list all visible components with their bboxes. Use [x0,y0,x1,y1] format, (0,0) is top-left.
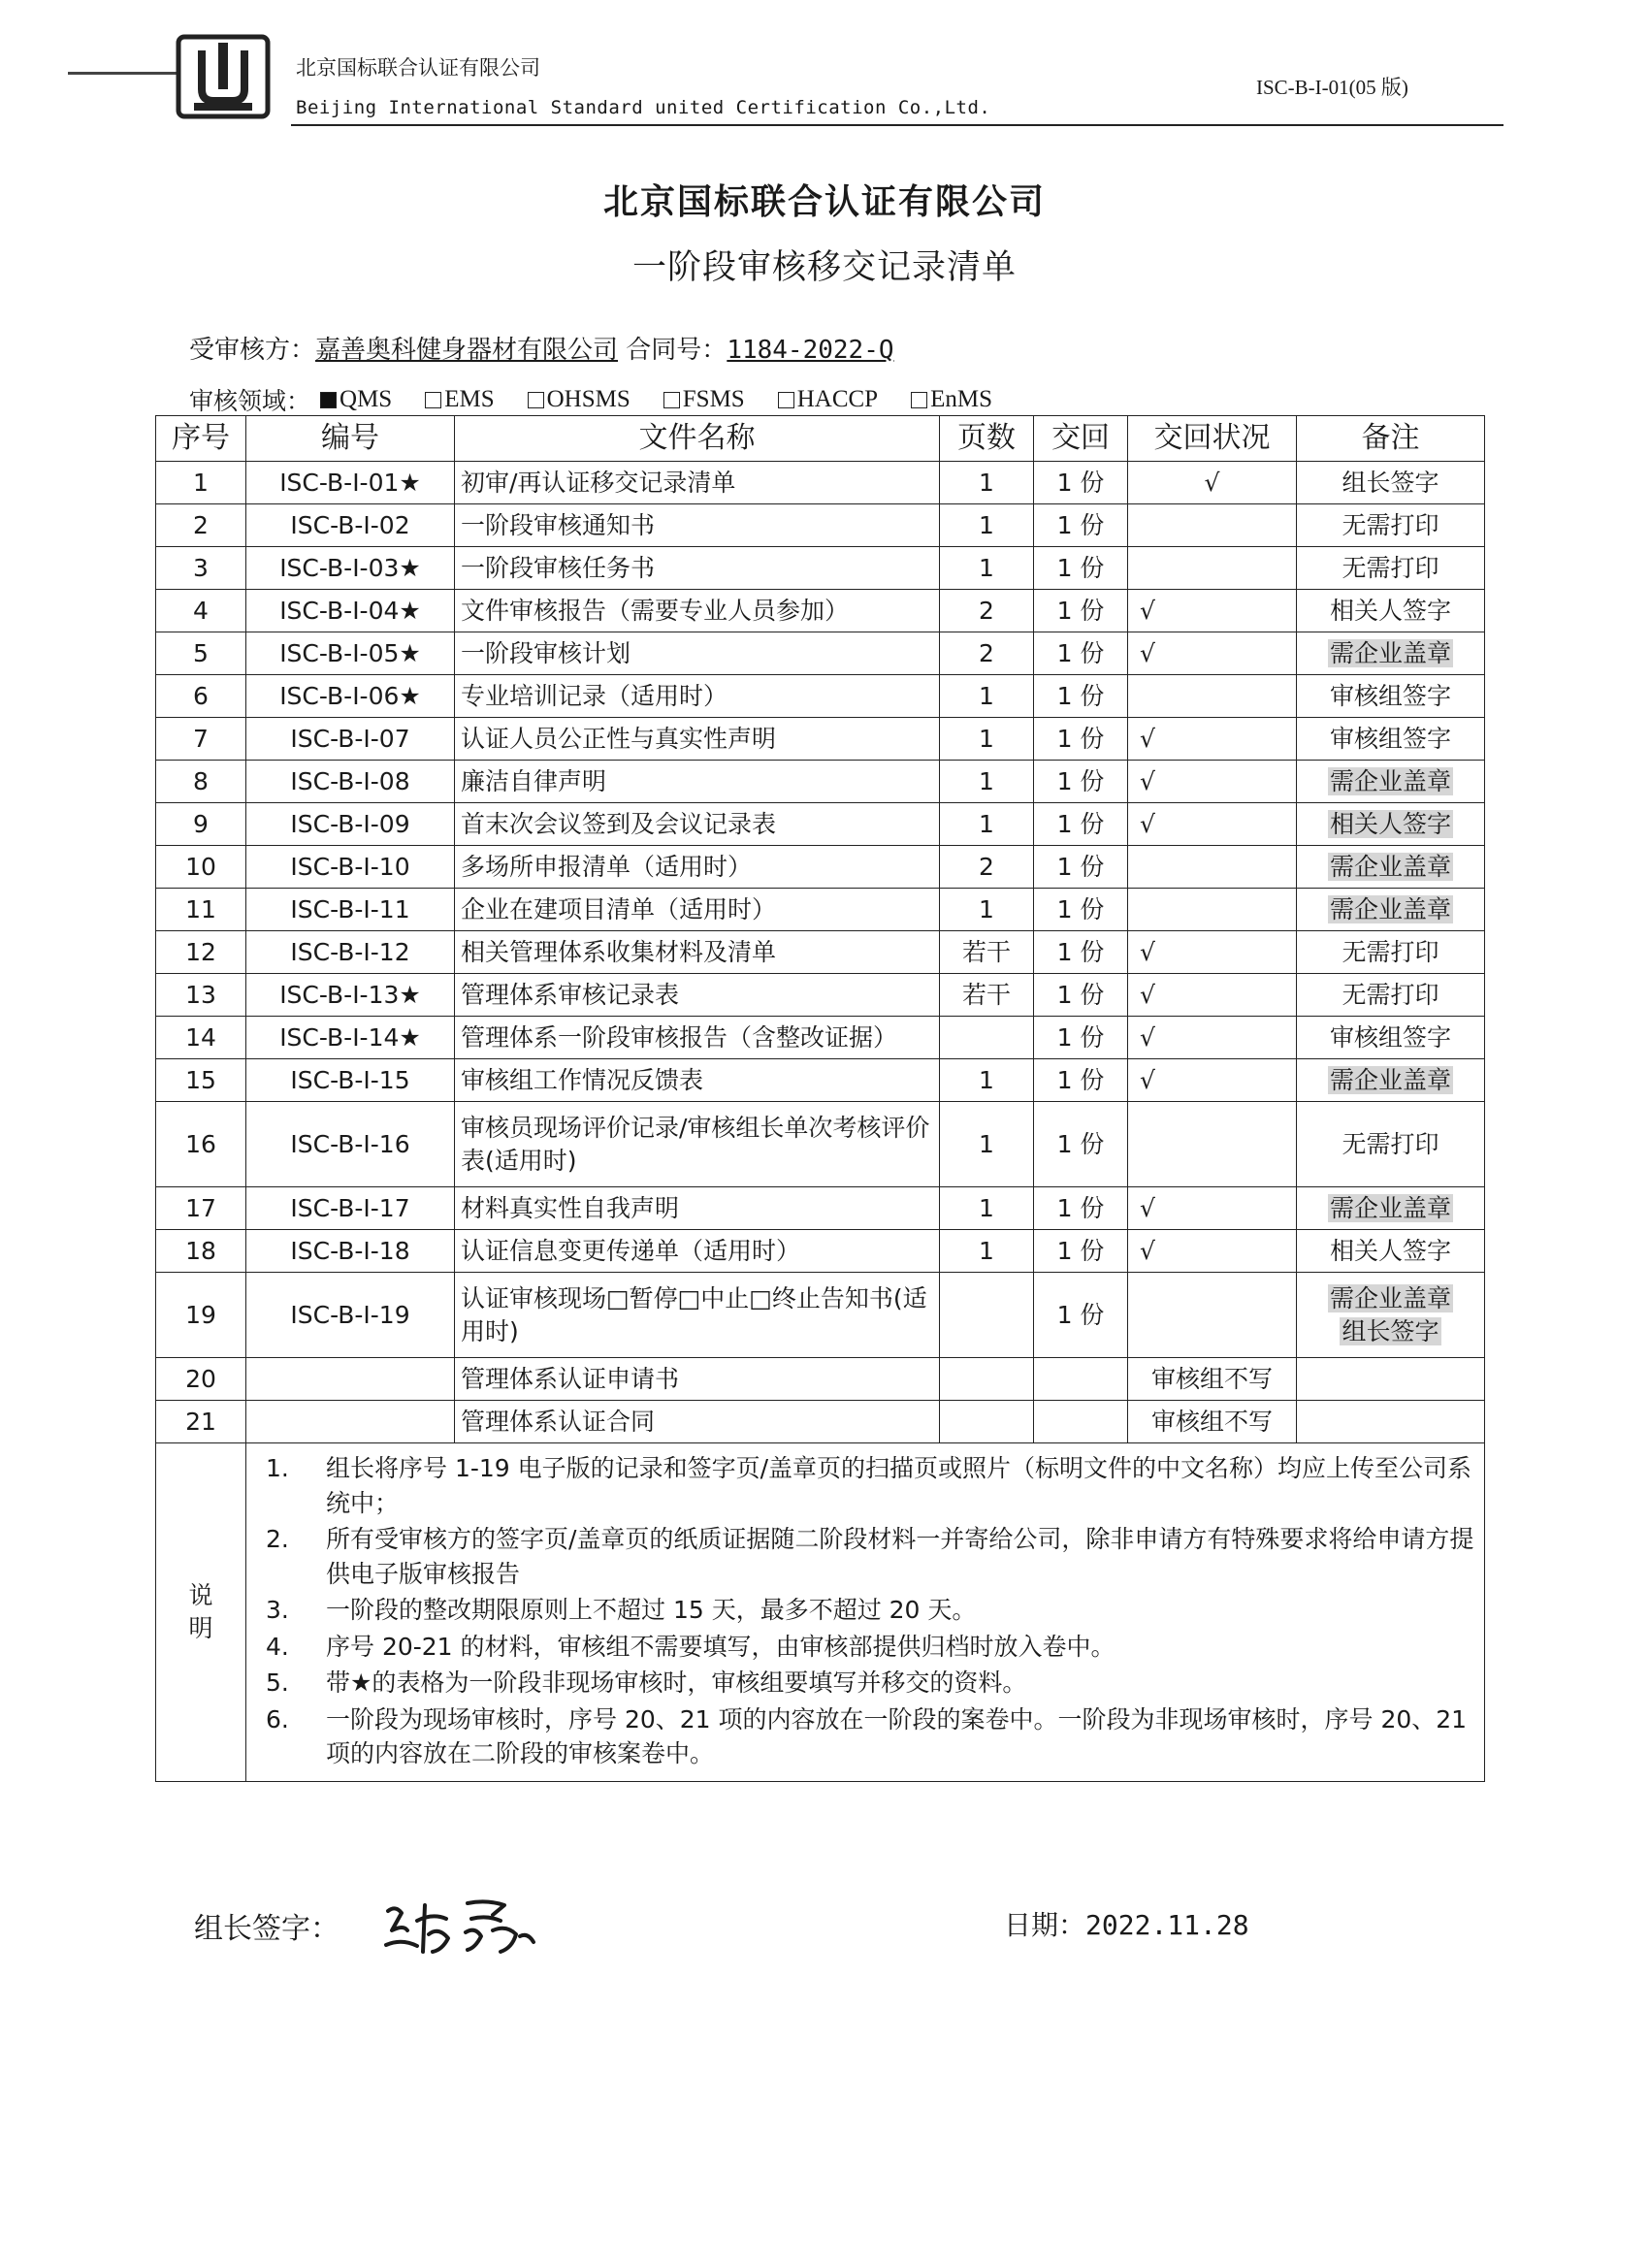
header-return-status: 交回状况 [1128,416,1297,462]
row-remark [1297,718,1485,761]
row-code: ISC-B-I-07 [246,718,455,761]
row-remark [1297,590,1485,632]
row-pages [940,1358,1034,1401]
row-code: ISC-B-I-06★ [246,675,455,718]
note-item [256,1451,1474,1520]
form-code: ISC-B-I-01(05 版) [1256,76,1408,99]
row-remark [1297,1358,1485,1401]
row-return-status: 审核组不写 [1128,1358,1297,1401]
row-pages: 1 [940,675,1034,718]
row-no: 15 [156,1059,246,1102]
row-code [246,1401,455,1443]
remark-text: 需企业盖章 [1329,1193,1451,1222]
remark-text: 相关人签字 [1329,809,1451,838]
row-code: ISC-B-I-09 [246,803,455,846]
row-code: ISC-B-I-02 [246,504,455,547]
row-remark [1297,761,1485,803]
table-row [156,974,1485,1017]
note-text: 带★的表格为一阶段非现场审核时，审核组要填写并移交的资料。 [326,1669,1027,1697]
remark-text-2: 组长签字 [1342,1316,1439,1345]
remark-text: 需企业盖章 [1329,766,1451,795]
note-number: 1. [266,1454,289,1482]
row-returned: 1 份 [1034,1273,1128,1358]
row-return-status: √ [1128,761,1297,803]
note-text: 一阶段的整改期限原则上不超过 15 天，最多不超过 20 天。 [326,1596,977,1624]
note-number: 6. [266,1704,289,1733]
row-return-status: √ [1128,803,1297,846]
table-row [156,1358,1485,1401]
header-code: 编号 [246,416,455,462]
row-return-status [1128,504,1297,547]
header-pages: 页数 [940,416,1034,462]
header-returned: 交回 [1034,416,1128,462]
row-pages: 2 [940,846,1034,889]
table-row [156,1273,1485,1358]
row-no: 16 [156,1102,246,1187]
table-row [156,1401,1485,1443]
table-row [156,718,1485,761]
row-code: ISC-B-I-05★ [246,632,455,675]
row-returned: 1 份 [1034,590,1128,632]
row-pages: 若干 [940,931,1034,974]
row-return-status: √ [1128,632,1297,675]
table-row [156,931,1485,974]
row-returned: 1 份 [1034,462,1128,504]
row-return-status: √ [1128,590,1297,632]
row-file-name: 管理体系认证合同 [455,1401,940,1443]
table-body [156,462,1485,1443]
row-no: 1 [156,462,246,504]
row-returned: 1 份 [1034,803,1128,846]
row-returned: 1 份 [1034,675,1128,718]
remark-text: 无需打印 [1342,980,1439,1009]
table-row [156,504,1485,547]
company-name-en: Beijing International Standard united Certification Co.,Ltd. [296,97,991,118]
header-divider [291,124,1504,126]
row-code: ISC-B-I-18 [246,1230,455,1273]
row-pages [940,1273,1034,1358]
checkbox-icon [911,392,927,408]
row-remark [1297,1017,1485,1059]
row-no: 19 [156,1273,246,1358]
row-returned: 1 份 [1034,718,1128,761]
header-no: 序号 [156,416,246,462]
row-returned [1034,1358,1128,1401]
row-return-status: √ [1128,718,1297,761]
checkbox-icon [663,392,680,408]
row-code: ISC-B-I-13★ [246,974,455,1017]
leader-signature-label: 组长签字： [194,1912,340,1946]
checkbox-icon [528,392,544,408]
row-code: ISC-B-I-11 [246,889,455,931]
row-file-name: 专业培训记录（适用时） [455,675,940,718]
row-returned: 1 份 [1034,761,1128,803]
remark-text: 相关人签字 [1329,1236,1451,1265]
row-no: 18 [156,1230,246,1273]
scope-fsms-checkbox: FSMS [663,382,745,417]
remark-text: 需企业盖章 [1329,638,1451,667]
row-file-name: 审核员现场评价记录/审核组长单次考核评价表(适用时) [455,1102,940,1187]
contract-value: 1184-2022-Q [727,336,894,365]
row-remark [1297,1059,1485,1102]
row-return-status: √ [1128,462,1297,504]
row-return-status [1128,547,1297,590]
row-file-name: 一阶段审核计划 [455,632,940,675]
row-pages: 若干 [940,974,1034,1017]
table-row [156,1017,1485,1059]
row-code: ISC-B-I-17 [246,1187,455,1230]
row-no: 20 [156,1358,246,1401]
note-text: 一阶段为现场审核时，序号 20、21 项的内容放在一阶段的案卷中。一阶段为非现场审核时，序号 20、21 项的内容放在二阶段的审核案卷中。 [326,1704,1468,1767]
row-returned: 1 份 [1034,1102,1128,1187]
note-number: 4. [266,1632,289,1661]
row-return-status: √ [1128,1230,1297,1273]
row-file-name: 认证审核现场□暂停□中止□终止告知书(适用时) [455,1273,940,1358]
row-pages: 1 [940,761,1034,803]
date-line [1004,1904,1249,1943]
audit-scope-line [189,382,1025,417]
row-remark [1297,974,1485,1017]
row-no: 13 [156,974,246,1017]
row-remark [1297,1230,1485,1273]
row-file-name: 材料真实性自我声明 [455,1187,940,1230]
row-returned: 1 份 [1034,1230,1128,1273]
date-value: 2022.11.28 [1085,1909,1249,1941]
table-row [156,889,1485,931]
note-text: 序号 20-21 的材料，审核组不需要填写，由审核部提供归档时放入卷中。 [326,1632,1116,1661]
note-text: 所有受审核方的签字页/盖章页的纸质证据随二阶段材料一并寄给公司，除非申请方有特殊要求将给申请方提供电子版审核报告 [326,1525,1474,1588]
row-pages [940,1401,1034,1443]
row-pages: 2 [940,632,1034,675]
row-return-status [1128,675,1297,718]
row-returned: 1 份 [1034,1017,1128,1059]
row-file-name: 一阶段审核通知书 [455,504,940,547]
row-pages: 1 [940,718,1034,761]
row-returned: 1 份 [1034,1059,1128,1102]
remark-text: 组长签字 [1342,468,1439,497]
row-pages: 1 [940,889,1034,931]
notes-row [156,1443,1485,1782]
remark-text: 需企业盖章 [1329,1283,1451,1312]
auditee-value: 嘉善奥科健身器材有限公司 [315,336,619,365]
row-no: 8 [156,761,246,803]
scope-haccp-checkbox: HACCP [778,382,878,417]
note-item [256,1630,1474,1665]
row-remark [1297,931,1485,974]
row-no: 21 [156,1401,246,1443]
row-code: ISC-B-I-10 [246,846,455,889]
row-file-name: 管理体系认证申请书 [455,1358,940,1401]
row-pages: 1 [940,1230,1034,1273]
row-code: ISC-B-I-16 [246,1102,455,1187]
row-return-status: √ [1128,1187,1297,1230]
table-row [156,761,1485,803]
note-number: 2. [266,1525,289,1553]
table-row [156,632,1485,675]
row-return-status [1128,1102,1297,1187]
row-no: 6 [156,675,246,718]
checkbox-icon [320,392,337,408]
row-code: ISC-B-I-08 [246,761,455,803]
row-no: 12 [156,931,246,974]
contract-label: 合同号： [626,336,728,365]
note-item [256,1593,1474,1628]
row-file-name: 管理体系一阶段审核报告（含整改证据） [455,1017,940,1059]
row-file-name: 初审/再认证移交记录清单 [455,462,940,504]
table-row [156,462,1485,504]
row-no: 9 [156,803,246,846]
row-file-name: 认证人员公正性与真实性声明 [455,718,940,761]
row-remark [1297,504,1485,547]
table-row [156,846,1485,889]
note-number: 5. [266,1669,289,1697]
page-subtitle: 一阶段审核移交记录清单 [631,248,1017,287]
row-file-name: 审核组工作情况反馈表 [455,1059,940,1102]
row-remark [1297,1102,1485,1187]
row-no: 17 [156,1187,246,1230]
row-remark [1297,1187,1485,1230]
row-returned: 1 份 [1034,632,1128,675]
checkbox-icon [778,392,794,408]
scope-enms-checkbox: EnMS [911,382,992,417]
table-row [156,1059,1485,1102]
table-row [156,1230,1485,1273]
row-no: 11 [156,889,246,931]
row-code: ISC-B-I-04★ [246,590,455,632]
note-number: 3. [266,1596,289,1624]
company-name-cn: 北京国标联合认证有限公司 [296,56,540,80]
audit-scope-label: 审核领域： [189,387,311,415]
row-return-status: √ [1128,931,1297,974]
row-code: ISC-B-I-03★ [246,547,455,590]
row-no: 5 [156,632,246,675]
row-returned [1034,1401,1128,1443]
note-item [256,1522,1474,1591]
row-remark [1297,632,1485,675]
remark-text: 相关人签字 [1329,596,1451,625]
table-row [156,1102,1485,1187]
row-no: 10 [156,846,246,889]
row-returned: 1 份 [1034,504,1128,547]
row-code: ISC-B-I-15 [246,1059,455,1102]
note-item [256,1702,1474,1771]
company-logo-icon [175,33,272,120]
remark-text: 需企业盖章 [1329,1065,1451,1094]
row-no: 7 [156,718,246,761]
row-no: 14 [156,1017,246,1059]
row-returned: 1 份 [1034,889,1128,931]
row-pages: 1 [940,1187,1034,1230]
row-remark [1297,462,1485,504]
row-return-status: √ [1128,1059,1297,1102]
remark-text: 审核组签字 [1329,1022,1451,1052]
scope-qms-checkbox: QMS [320,382,392,417]
row-file-name: 企业在建项目清单（适用时） [455,889,940,931]
row-file-name: 廉洁自律声明 [455,761,940,803]
row-return-status [1128,846,1297,889]
row-return-status [1128,889,1297,931]
leader-signature-image [378,1892,543,1960]
row-remark [1297,803,1485,846]
table-row [156,675,1485,718]
row-return-status: √ [1128,1017,1297,1059]
note-item [256,1666,1474,1701]
remark-text: 无需打印 [1342,553,1439,582]
row-pages: 1 [940,1102,1034,1187]
row-pages: 1 [940,803,1034,846]
row-remark [1297,1401,1485,1443]
table-row [156,803,1485,846]
remark-text: 审核组签字 [1329,681,1451,710]
row-file-name: 一阶段审核任务书 [455,547,940,590]
notes-label: 说明 [156,1443,246,1782]
row-returned: 1 份 [1034,1187,1128,1230]
row-code: ISC-B-I-12 [246,931,455,974]
row-file-name: 多场所申报清单（适用时） [455,846,940,889]
header-deco-line [68,72,179,75]
row-return-status: √ [1128,974,1297,1017]
note-text: 组长将序号 1-19 电子版的记录和签字页/盖章页的扫描页或照片（标明文件的中文名称）均应上传至公司系统中； [326,1454,1472,1517]
row-no: 2 [156,504,246,547]
row-remark [1297,846,1485,889]
row-pages: 1 [940,462,1034,504]
scope-ems-checkbox: EMS [425,382,494,417]
remark-text: 无需打印 [1342,510,1439,539]
header-remark: 备注 [1297,416,1485,462]
page-title: 北京国标联合认证有限公司 [602,182,1046,222]
row-code: ISC-B-I-19 [246,1273,455,1358]
row-return-status: 审核组不写 [1128,1401,1297,1443]
auditee-line [189,330,894,366]
notes-list [246,1443,1485,1782]
checkbox-icon [425,392,441,408]
remark-text: 需企业盖章 [1329,894,1451,923]
remark-text: 需企业盖章 [1329,852,1451,881]
row-remark [1297,889,1485,931]
remark-text: 无需打印 [1342,937,1439,966]
row-pages: 1 [940,1059,1034,1102]
scope-ohsms-checkbox: OHSMS [528,382,630,417]
table-row [156,547,1485,590]
row-file-name: 管理体系审核记录表 [455,974,940,1017]
row-file-name: 文件审核报告（需要专业人员参加） [455,590,940,632]
row-no: 4 [156,590,246,632]
header-file-name: 文件名称 [455,416,940,462]
row-pages: 1 [940,547,1034,590]
row-code: ISC-B-I-14★ [246,1017,455,1059]
row-pages: 2 [940,590,1034,632]
row-file-name: 认证信息变更传递单（适用时） [455,1230,940,1273]
row-pages: 1 [940,504,1034,547]
row-code: ISC-B-I-01★ [246,462,455,504]
row-returned: 1 份 [1034,931,1128,974]
row-returned: 1 份 [1034,547,1128,590]
row-remark [1297,547,1485,590]
row-returned: 1 份 [1034,974,1128,1017]
row-returned: 1 份 [1034,846,1128,889]
auditee-label: 受审核方： [189,336,316,365]
remark-text: 无需打印 [1342,1129,1439,1158]
row-remark [1297,1273,1485,1358]
row-return-status [1128,1273,1297,1358]
remark-text: 审核组签字 [1329,724,1451,753]
row-file-name: 相关管理体系收集材料及清单 [455,931,940,974]
row-remark [1297,675,1485,718]
date-label: 日期： [1004,1909,1086,1941]
transfer-record-table [155,415,1485,1782]
table-row [156,590,1485,632]
row-no: 3 [156,547,246,590]
table-header-row [156,416,1485,462]
row-file-name: 首末次会议签到及会议记录表 [455,803,940,846]
table-row [156,1187,1485,1230]
row-code [246,1358,455,1401]
row-pages [940,1017,1034,1059]
